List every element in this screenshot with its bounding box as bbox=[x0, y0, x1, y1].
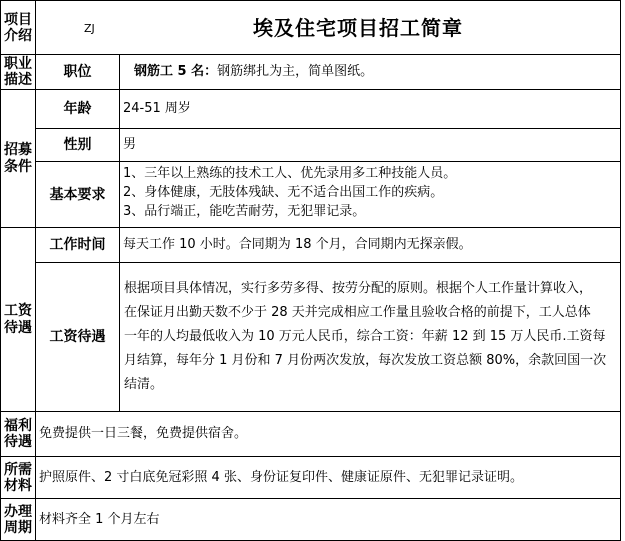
list-item: 1、三年以上熟练的技术工人、优先录用多工种技能人员。 bbox=[123, 166, 457, 181]
pay-line: 月结算，每年分 1 月份和 7 月份两次发放，每次发放工资总额 80%，余款回国一次 bbox=[124, 353, 607, 368]
salary-label: 工资待遇 bbox=[0, 228, 36, 412]
materials-value: 护照原件、2 寸白底免冠彩照 4 张、身份证复印件、健康证原件、无犯罪记录证明。 bbox=[36, 457, 621, 499]
welfare-label: 福利待遇 bbox=[0, 412, 36, 457]
page-title: 埃及住宅项目招工简章 bbox=[253, 15, 463, 40]
basic-req-header: 基本要求 bbox=[36, 162, 120, 228]
project-intro-label: 项目介绍 bbox=[0, 0, 36, 55]
pay-header: 工资待遇 bbox=[36, 263, 120, 412]
position-name: 钢筋工 5 名： bbox=[134, 64, 218, 79]
recruit-label: 招募条件 bbox=[0, 90, 36, 228]
gender-value: 男 bbox=[120, 129, 621, 162]
position-text: 钢筋绑扎为主，简单图纸。 bbox=[217, 64, 374, 79]
pay-line: 根据项目具体情况，实行多劳多得、按劳分配的原则。根据个人工作量计算收入， bbox=[124, 281, 593, 296]
worktime-header: 工作时间 bbox=[36, 228, 120, 263]
pay-line: 结清。 bbox=[124, 377, 164, 392]
materials-label: 所需材料 bbox=[0, 457, 36, 499]
gender-header: 性别 bbox=[36, 129, 120, 162]
project-intro-row bbox=[36, 0, 621, 55]
position-header: 职位 bbox=[36, 55, 120, 90]
position-desc bbox=[120, 55, 621, 90]
worktime-value: 每天工作 10 小时。合同期为 18 个月，合同期内无探亲假。 bbox=[120, 228, 621, 263]
age-header: 年龄 bbox=[36, 90, 120, 129]
cycle-value: 材料齐全 1 个月左右 bbox=[36, 499, 621, 541]
welfare-value: 免费提供一日三餐，免费提供宿舍。 bbox=[36, 412, 621, 457]
list-item: 2、身体健康，无肢体残缺、无不适合出国工作的疾病。 bbox=[123, 185, 444, 200]
pay-line: 一年的人均最低收入为 10 万元人民币，综合工资：年薪 12 到 15 万人民币.工资每 bbox=[124, 329, 606, 344]
project-code: ZJ bbox=[84, 21, 95, 35]
pay-line: 在保证月出勤天数不少于 28 天并完成相应工作量且验收合格的前提下，工人总体 bbox=[124, 305, 591, 320]
age-value: 24-51 周岁 bbox=[120, 90, 621, 129]
job-desc-label: 职业描述 bbox=[0, 55, 36, 90]
cycle-label: 办理周期 bbox=[0, 499, 36, 541]
basic-req-list bbox=[120, 162, 621, 228]
pay-desc bbox=[120, 263, 621, 412]
list-item: 3、品行端正，能吃苦耐劳，无犯罪记录。 bbox=[123, 204, 366, 219]
